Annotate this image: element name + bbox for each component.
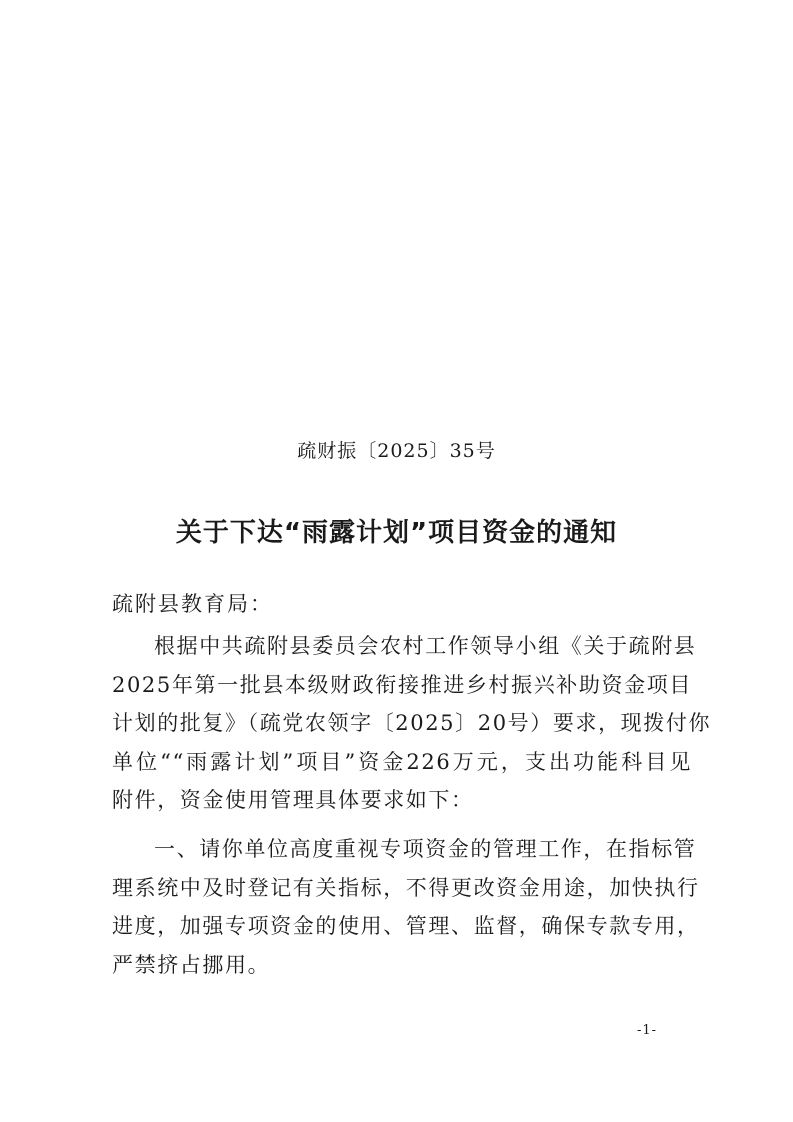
addressee: 疏附县教育局： <box>112 592 273 616</box>
paragraph-line: 理系统中及时登记有关指标，不得更改资金用途，加快执行 <box>112 875 700 900</box>
paragraph-line: 一、请你单位高度重视专项资金的管理工作，在指标管 <box>154 837 697 861</box>
paragraph-2 <box>112 830 700 984</box>
document-title: 关于下达“雨露计划”项目资金的通知 <box>175 518 618 548</box>
document-number: 疏财振〔2025〕35号 <box>297 440 496 462</box>
paragraph-line: 单位““雨露计划”项目”资金226万元，支出功能科目见 <box>112 749 692 774</box>
paragraph-line: 2025年第一批县本级财政衔接推进乡村振兴补助资金项目 <box>112 672 692 697</box>
paragraph-line: 根据中共疏附县委员会农村工作领导小组《关于疏附县 <box>154 634 697 658</box>
paragraph-line: 严禁挤占挪用。 <box>112 952 271 977</box>
page-number: -1- <box>637 1023 658 1038</box>
paragraph-line: 计划的批复》（疏党农领字〔2025〕20号）要求，现拨付你 <box>112 711 712 735</box>
paragraph-line: 进度，加强专项资金的使用、管理、监督，确保专款专用， <box>112 914 700 938</box>
paragraph-1 <box>112 627 712 820</box>
paragraph-line: 附件，资金使用管理具体要求如下： <box>112 788 474 812</box>
